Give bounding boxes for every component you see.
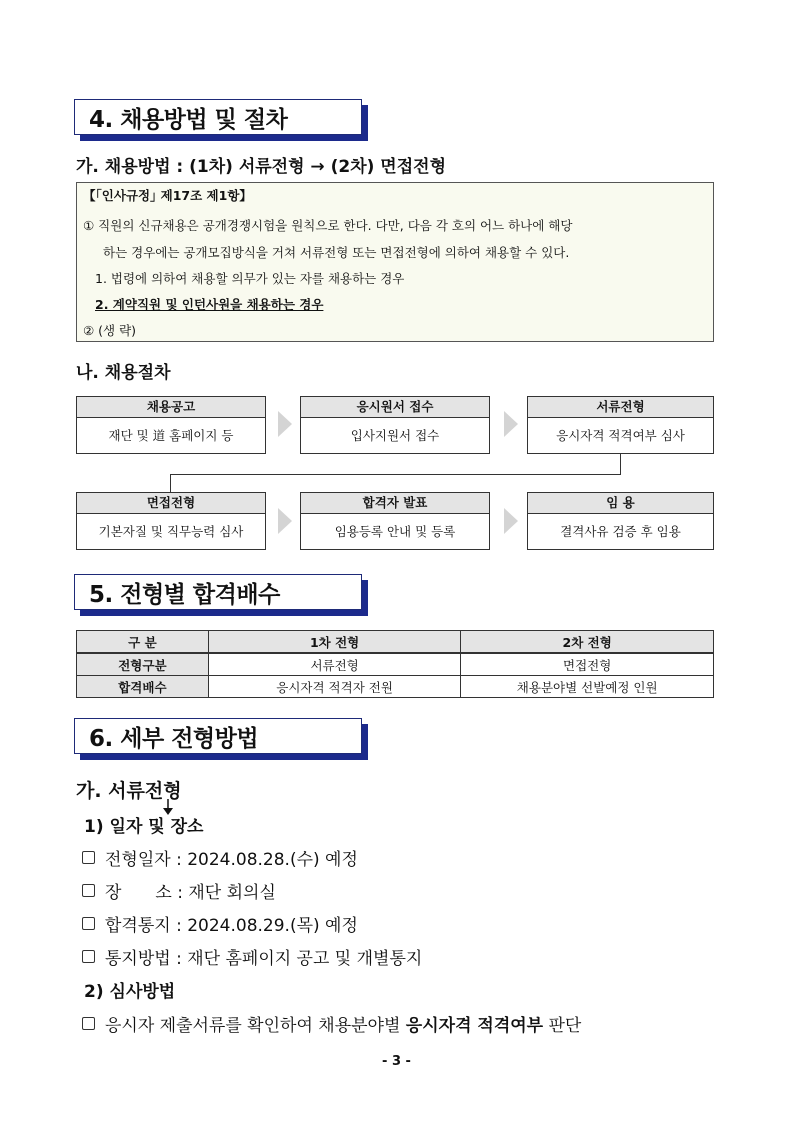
- regulation-line-2: 하는 경우에는 공개모집방식을 거쳐 서류전형 또는 면접전형에 의하여 채용할 수 있다.: [103, 245, 570, 260]
- list-item: 장 소 : 재단 회의실: [82, 878, 276, 903]
- step-box: [527, 396, 714, 454]
- step-box: [527, 492, 714, 550]
- chevron-right-icon: [278, 411, 292, 437]
- table-cell: 면접전형: [461, 653, 714, 676]
- page-number: - 3 -: [382, 1054, 411, 1069]
- table-row: [77, 676, 714, 698]
- step-title: 면접전형: [77, 493, 265, 514]
- regulation-line-4: 2. 계약직원 및 인턴사원을 채용하는 경우: [95, 297, 324, 312]
- regulation-line-5: ② (생 략): [83, 323, 137, 338]
- row-header: 합격배수: [77, 676, 209, 698]
- table-header: 1차 전형: [208, 631, 461, 654]
- table-cell: 채용분야별 선발예정 인원: [461, 676, 714, 698]
- table-cell: 응시자격 적격자 전원: [208, 676, 461, 698]
- regulation-title: 【｢인사규정｣ 제17조 제1항】: [83, 188, 252, 203]
- chevron-right-icon: [504, 411, 518, 437]
- step-title: 응시원서 접수: [301, 397, 489, 418]
- list-item: 통지방법 : 재단 홈페이지 공고 및 개별통지: [82, 944, 422, 969]
- chevron-right-icon: [504, 508, 518, 534]
- section-4-title: 4. 채용방법 및 절차: [74, 99, 362, 135]
- regulation-box: [76, 182, 714, 342]
- step-box: [76, 396, 266, 454]
- table-header: 2차 전형: [461, 631, 714, 654]
- table-header: 구 분: [77, 631, 209, 654]
- step-box: [300, 396, 490, 454]
- list-item: 합격통지 : 2024.08.29.(목) 예정: [82, 911, 358, 936]
- step-box: [300, 492, 490, 550]
- list-item: 전형일자 : 2024.08.28.(수) 예정: [82, 845, 358, 870]
- regulation-line-3: 1. 법령에 의하여 채용할 의무가 있는 자를 채용하는 경우: [95, 271, 405, 286]
- connector-line: [620, 454, 621, 475]
- connector-line: [170, 474, 171, 492]
- method-heading: 가. 채용방법 : (1차) 서류전형 → (2차) 면접전형: [76, 157, 446, 177]
- pass-ratio-table: [76, 630, 714, 698]
- chevron-right-icon: [278, 508, 292, 534]
- step-desc: 응시자격 적격여부 심사: [556, 428, 685, 443]
- step-title: 채용공고: [77, 397, 265, 418]
- step-desc: 기본자질 및 직무능력 심사: [98, 524, 244, 539]
- step-title: 서류전형: [528, 397, 713, 418]
- row-header: 전형구분: [77, 653, 209, 676]
- checkbox-square-icon: [82, 851, 95, 864]
- connector-line: [170, 474, 621, 475]
- table-cell: 서류전형: [208, 653, 461, 676]
- step-desc: 입사지원서 접수: [350, 428, 440, 443]
- procedure-heading: 나. 채용절차: [76, 363, 171, 383]
- step-desc: 임용등록 안내 및 등록: [334, 524, 456, 539]
- step-desc: 결격사유 검증 후 임용: [560, 524, 681, 539]
- table-row: [77, 653, 714, 676]
- step-title: 합격자 발표: [301, 493, 489, 514]
- section-5-title: 5. 전형별 합격배수: [74, 574, 362, 610]
- review-method-item: 응시자 제출서류를 확인하여 채용분야별 응시자격 적격여부 판단: [82, 1011, 581, 1036]
- sub-heading-schedule: 1) 일자 및 장소: [84, 817, 204, 837]
- regulation-line-1: ① 직원의 신규채용은 공개경쟁시험을 원칙으로 한다. 다만, 다음 각 호의 어느 하나에 해당: [83, 218, 573, 233]
- table-header-row: [77, 631, 714, 654]
- detail-heading: 가. 서류전형: [76, 780, 182, 802]
- step-desc: 재단 및 道 홈페이지 등: [108, 428, 234, 443]
- checkbox-square-icon: [82, 917, 95, 930]
- checkbox-square-icon: [82, 884, 95, 897]
- sub-heading-review: 2) 심사방법: [84, 982, 176, 1002]
- section-6-title: 6. 세부 전형방법: [74, 718, 362, 754]
- step-box: [76, 492, 266, 550]
- checkbox-square-icon: [82, 1017, 95, 1030]
- checkbox-square-icon: [82, 950, 95, 963]
- step-title: 임 용: [528, 493, 713, 514]
